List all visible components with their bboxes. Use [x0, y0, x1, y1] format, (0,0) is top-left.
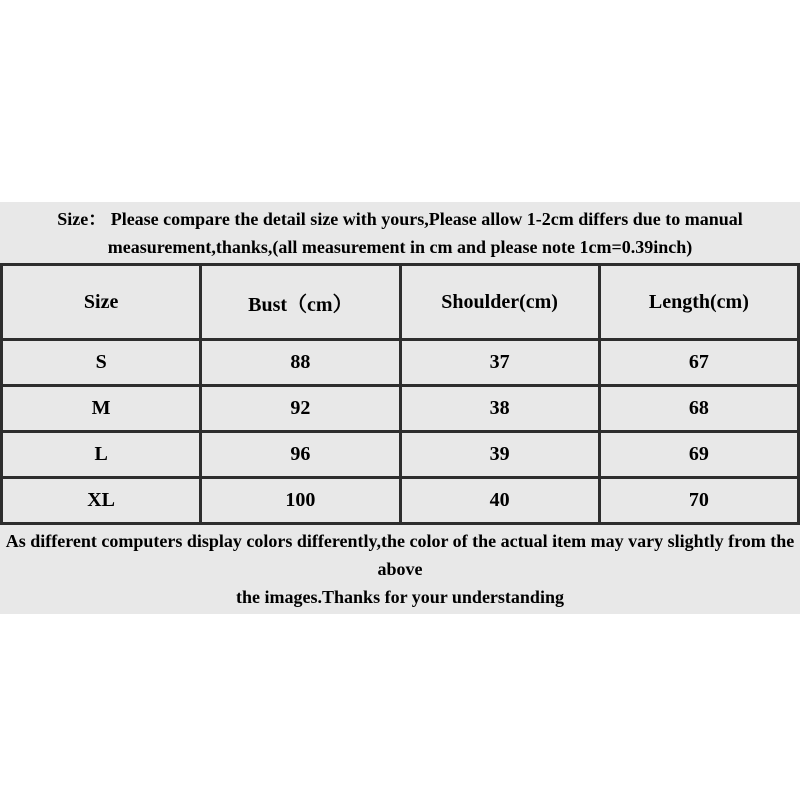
measurement-note-line1: Size： Please compare the detail size with yours,Please allow 1-2cm differs due to manual: [57, 209, 743, 229]
color-disclaimer-line2: the images.Thanks for your understanding: [236, 587, 564, 607]
measurement-note-line2: measurement,thanks,(all measurement in cm and please note 1cm=0.39inch): [107, 237, 693, 257]
color-disclaimer-line1: As different computers display colors differently,the color of the actual item may vary slightly from the above: [5, 531, 795, 579]
table-row: [2, 432, 799, 478]
col-header-size: Size: [2, 265, 201, 340]
cell-shoulder: 37: [400, 340, 599, 386]
cell-shoulder: 39: [400, 432, 599, 478]
cell-bust: 100: [201, 478, 400, 524]
cell-size: S: [2, 340, 201, 386]
cell-bust: 88: [201, 340, 400, 386]
col-header-length: Length(cm): [599, 265, 798, 340]
cell-length: 68: [599, 386, 798, 432]
col-header-bust: Bust（cm）: [201, 265, 400, 340]
cell-length: 69: [599, 432, 798, 478]
cell-bust: 96: [201, 432, 400, 478]
cell-length: 67: [599, 340, 798, 386]
cell-length: 70: [599, 478, 798, 524]
cell-size: XL: [2, 478, 201, 524]
size-chart: [0, 202, 800, 614]
cell-shoulder: 40: [400, 478, 599, 524]
cell-bust: 92: [201, 386, 400, 432]
cell-shoulder: 38: [400, 386, 599, 432]
size-table: [0, 263, 800, 525]
cell-size: M: [2, 386, 201, 432]
color-disclaimer: [0, 525, 800, 614]
col-header-shoulder: Shoulder(cm): [400, 265, 599, 340]
cell-size: L: [2, 432, 201, 478]
table-row: [2, 340, 799, 386]
table-row: [2, 386, 799, 432]
measurement-note: [0, 202, 800, 263]
table-header-row: [2, 265, 799, 340]
table-row: [2, 478, 799, 524]
